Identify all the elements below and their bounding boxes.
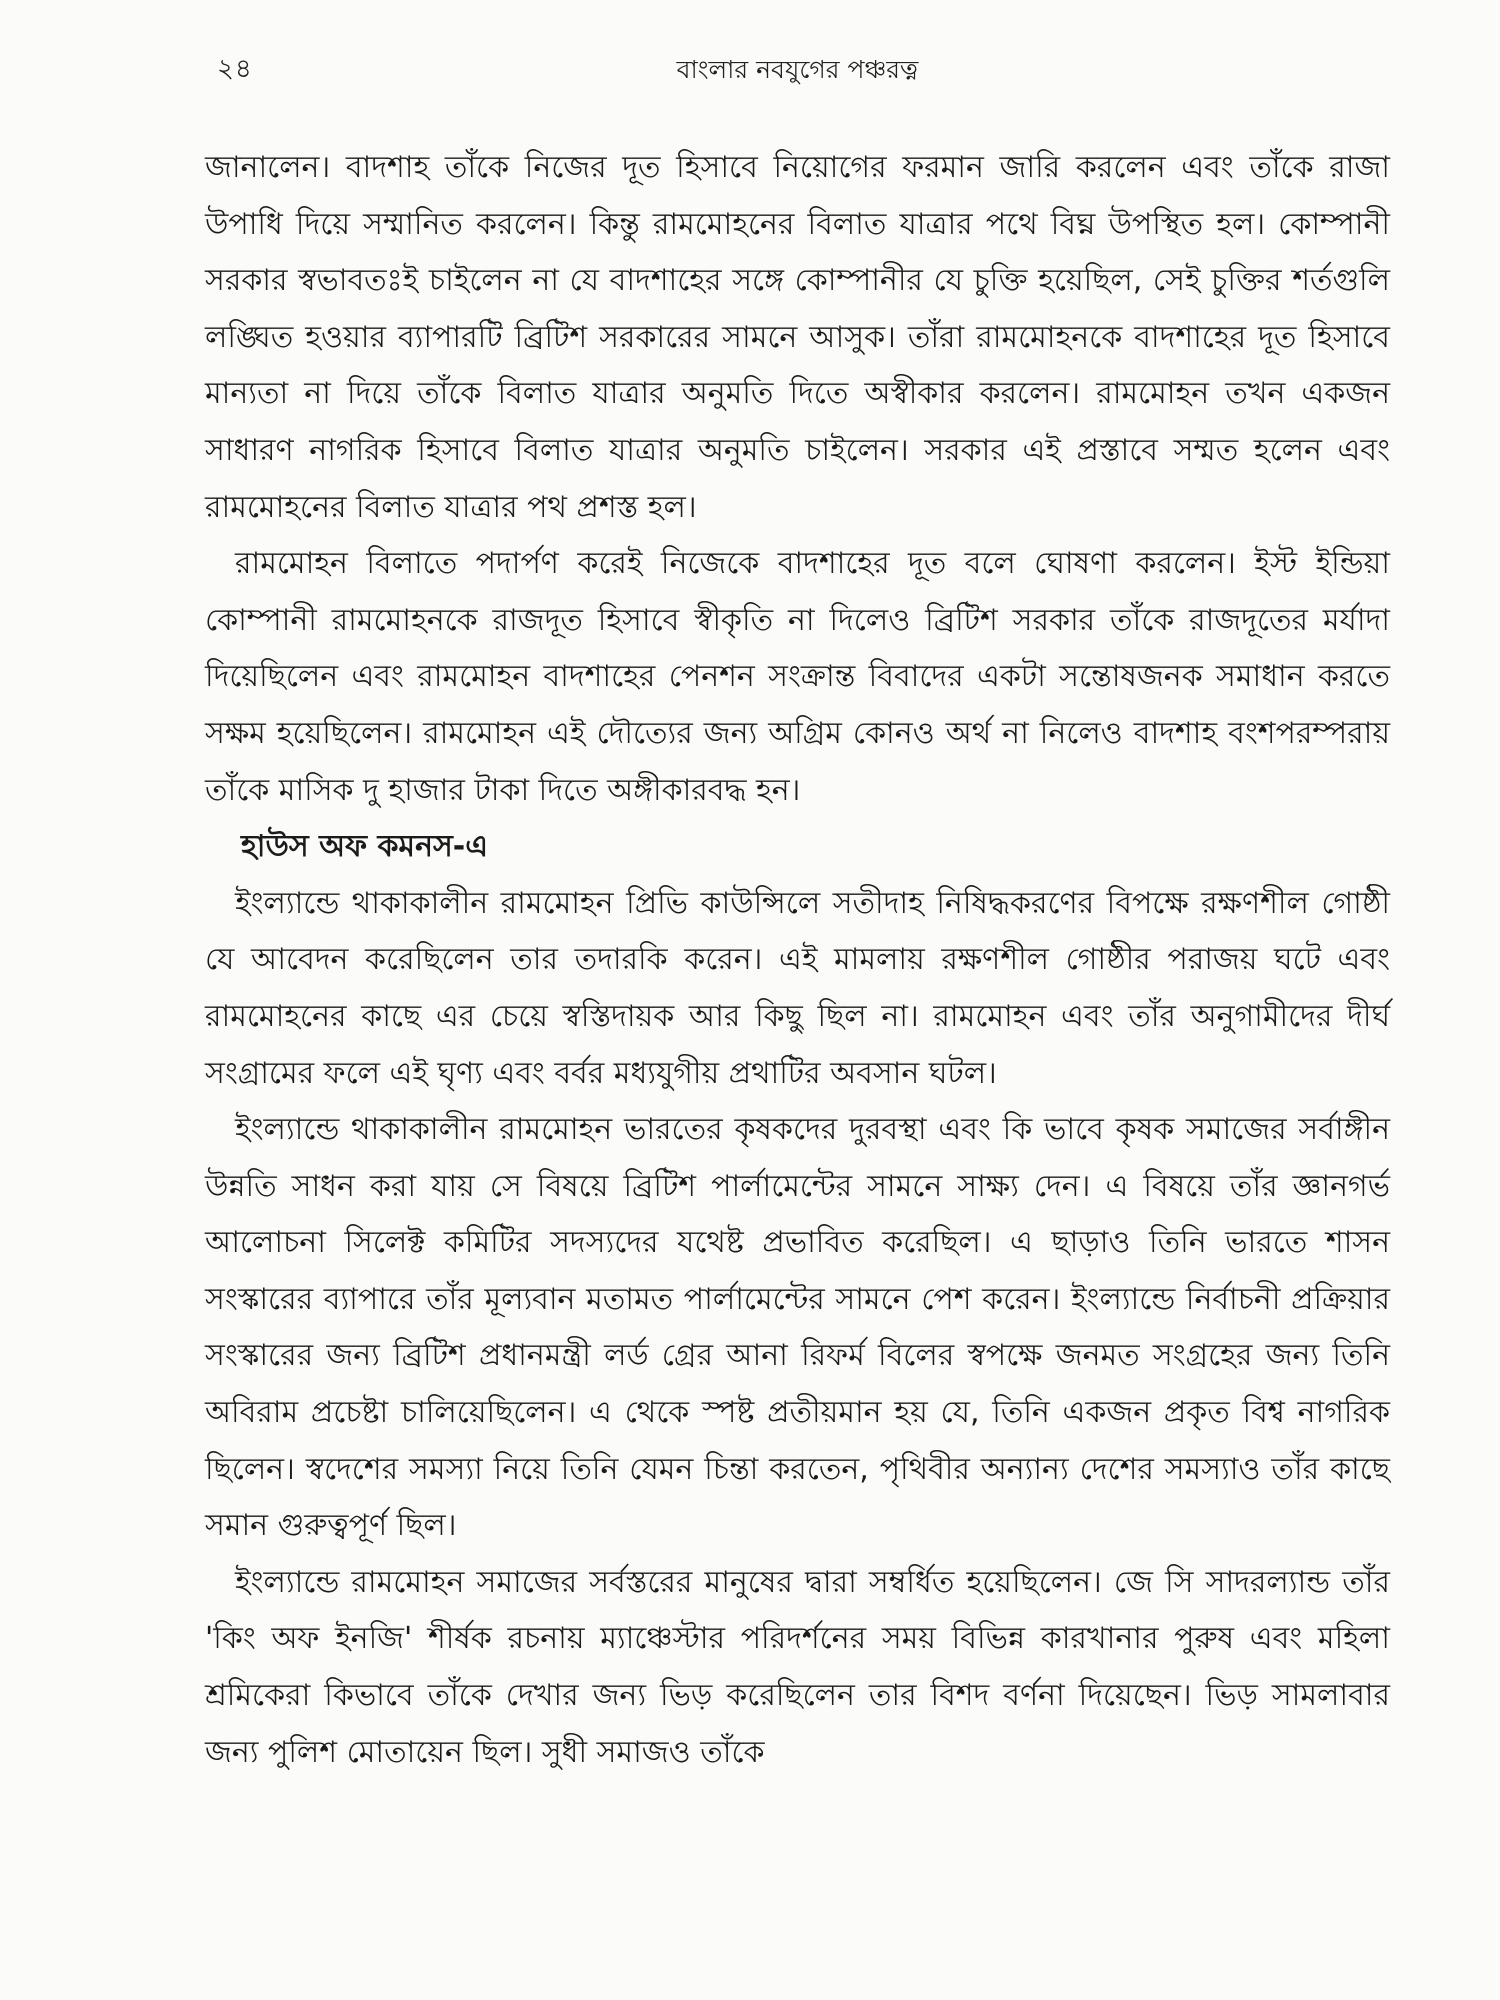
body-text — [205, 140, 1390, 1781]
paragraph: ইংল্যান্ডে রামমোহন সমাজের সর্বস্তরের মানুষের দ্বারা সম্বর্ধিত হয়েছিলেন। জে সি সাদরল্যান্ড তাঁর 'কিং অফ ইনজি' শীর্ষক রচনায় ম্যাঞ্চেস্টার পরিদর্শনের সময় বিভিন্ন কারখানার পুরুষ এবং মহিলা শ্রমিকেরা কিভাবে তাঁকে দেখার জন্য ভিড় করেছিলেন তার বিশদ বর্ণনা দিয়েছেন। ভিড় সামলাবার জন্য পুলিশ মোতায়েন ছিল। সুধী সমাজও তাঁকে — [205, 1564, 1390, 1770]
paragraph: ইংল্যান্ডে থাকাকালীন রামমোহন প্রিভি কাউন্সিলে সতীদাহ নিষিদ্ধকরণের বিপক্ষে রক্ষণশীল গোষ্ঠী যে আবেদন করেছিলেন তার তদারকি করেন। এই মামলায় রক্ষণশীল গোষ্ঠীর পরাজয় ঘটে এবং রামমোহনের কাছে এর চেয়ে স্বস্তিদায়ক আর কিছু ছিল না। রামমোহন এবং তাঁর অনুগামীদের দীর্ঘ সংগ্রামের ফলে এই ঘৃণ্য এবং বর্বর মধ্যযুগীয় প্রথাটির অবসান ঘটল। — [205, 885, 1390, 1091]
paragraph: জানালেন। বাদশাহ তাঁকে নিজের দূত হিসাবে নিয়োগের ফরমান জারি করলেন এবং তাঁকে রাজা উপাধি দিয়ে সম্মানিত করলেন। কিন্তু রামমোহনের বিলাত যাত্রার পথে বিঘ্ন উপস্থিত হল। কোম্পানী সরকার স্বভাবতঃই চাইলেন না যে বাদশাহের সঙ্গে কোম্পানীর যে চুক্তি হয়েছিল, সেই চুক্তির শর্তগুলি লঙ্ঘিত হওয়ার ব্যাপারটি ব্রিটিশ সরকারের সামনে আসুক। তাঁরা রামমোহনকে বাদশাহের দূত হিসাবে মান্যতা না দিয়ে তাঁকে বিলাত যাত্রার অনুমতি দিতে অস্বীকার করলেন। রামমোহন তখন একজন সাধারণ নাগরিক হিসাবে বিলাত যাত্রার অনুমতি চাইলেন। সরকার এই প্রস্তাবে সম্মত হলেন এবং রামমোহনের বিলাত যাত্রার পথ প্রশস্ত হল। — [205, 150, 1390, 525]
running-head: বাংলার নবযুগের পঞ্চরত্ন — [676, 55, 919, 84]
page-header — [205, 44, 1390, 94]
paragraph: রামমোহন বিলাতে পদার্পণ করেই নিজেকে বাদশাহের দূত বলে ঘোষণা করলেন। ইস্ট ইন্ডিয়া কোম্পানী রামমোহনকে রাজদূত হিসাবে স্বীকৃতি না দিলেও ব্রিটিশ সরকার তাঁকে রাজদূতের মর্যাদা দিয়েছিলেন এবং রামমোহন বাদশাহের পেনশন সংক্রান্ত বিবাদের একটা সন্তোষজনক সমাধান করতে সক্ষম হয়েছিলেন। রামমোহন এই দৌত্যের জন্য অগ্রিম কোনও অর্থ না নিলেও বাদশাহ বংশপরম্পরায় তাঁকে মাসিক দু হাজার টাকা দিতে অঙ্গীকারবদ্ধ হন। — [205, 546, 1390, 808]
page-number: ২৪ — [217, 54, 253, 84]
paragraph: ইংল্যান্ডে থাকাকালীন রামমোহন ভারতের কৃষকদের দুরবস্থা এবং কি ভাবে কৃষক সমাজের সর্বাঙ্গীন উন্নতি সাধন করা যায় সে বিষয়ে ব্রিটিশ পার্লামেন্টের সামনে সাক্ষ্য দেন। এ বিষয়ে তাঁর জ্ঞানগর্ভ আলোচনা সিলেক্ট কমিটির সদস্যদের যথেষ্ট প্রভাবিত করেছিল। এ ছাড়াও তিনি ভারতে শাসন সংস্কারের ব্যাপারে তাঁর মূল্যবান মতামত পার্লামেন্টের সামনে পেশ করেন। ইংল্যান্ডে নির্বাচনী প্রক্রিয়ার সংস্কারের জন্য ব্রিটিশ প্রধানমন্ত্রী লর্ড গ্রের আনা রিফর্ম বিলের স্বপক্ষে জনমত সংগ্রহের জন্য তিনি অবিরাম প্রচেষ্টা চালিয়েছিলেন। এ থেকে স্পষ্ট প্রতীয়মান হয় যে, তিনি একজন প্রকৃত বিশ্ব নাগরিক ছিলেন। স্বদেশের সমস্যা নিয়ে তিনি যেমন চিন্তা করতেন, পৃথিবীর অন্যান্য দেশের সমস্যাও তাঁর কাছে সমান গুরুত্বপূর্ণ ছিল। — [205, 1112, 1390, 1544]
section-heading: হাউস অফ কমনস-এ — [241, 829, 489, 865]
